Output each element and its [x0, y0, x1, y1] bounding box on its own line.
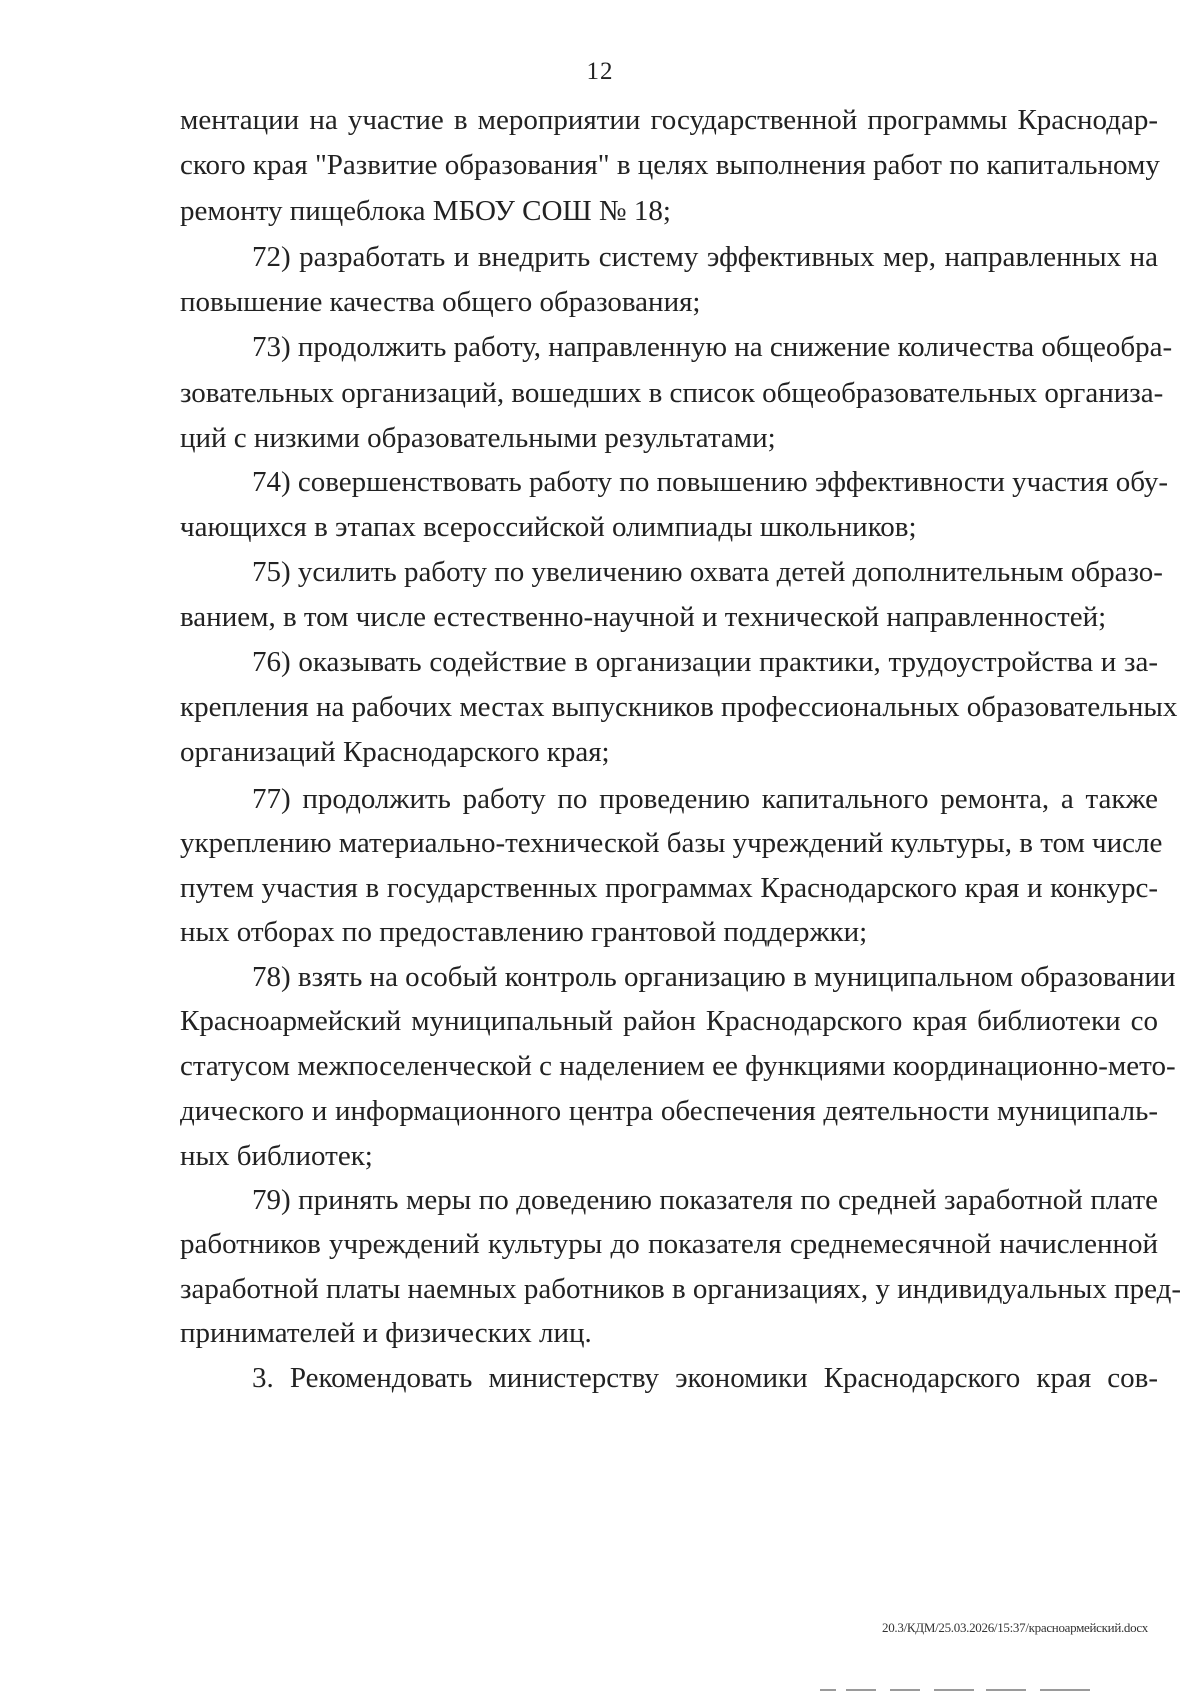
text-line: ментации на участие в мероприятии государственной программы Краснодар-: [180, 104, 1158, 136]
page-number: 12: [586, 58, 614, 85]
text-line: принимателей и физических лиц.: [180, 1317, 592, 1349]
text-line: 72) разработать и внедрить систему эффективных мер, направленных на: [252, 241, 1158, 273]
text-line: ремонту пищеблока МБОУ СОШ № 18;: [180, 195, 671, 227]
text-line: работников учреждений культуры до показателя среднемесячной начисленной: [180, 1228, 1158, 1260]
scan-edge-dash: [820, 1689, 836, 1691]
text-line: ций с низкими образовательными результатами;: [180, 422, 776, 454]
text-line: повышение качества общего образования;: [180, 286, 701, 318]
text-line: укреплению материально-технической базы учреждений культуры, в том числе: [180, 827, 1163, 859]
scan-edge-dash: [934, 1689, 974, 1691]
text-line: 75) усилить работу по увеличению охвата детей дополнительным образо-: [252, 556, 1163, 588]
text-line: зовательных организаций, вошедших в список общеобразовательных организа-: [180, 377, 1164, 409]
text-line: 76) оказывать содействие в организации практики, трудоустройства и за-: [252, 646, 1158, 678]
file-stamp: 20.3/КДМ/25.03.2026/15:37/красноармейский.docx: [882, 1620, 1148, 1635]
text-line: заработной платы наемных работников в организациях, у индивидуальных пред-: [180, 1273, 1182, 1305]
text-line: 77) продолжить работу по проведению капитального ремонта, а также: [252, 783, 1158, 815]
scan-edge-dash: [986, 1689, 1026, 1691]
text-line: путем участия в государственных программах Краснодарского края и конкурс-: [180, 872, 1158, 904]
text-line: организаций Краснодарского края;: [180, 736, 610, 768]
text-line: 3. Рекомендовать министерству экономики Краснодарского края сов-: [252, 1362, 1158, 1394]
text-line: крепления на рабочих местах выпускников профессиональных образовательных: [180, 691, 1178, 723]
text-line: чающихся в этапах всероссийской олимпиады школьников;: [180, 511, 917, 543]
text-line: ных библиотек;: [180, 1140, 373, 1172]
scan-edge-dash: [1040, 1689, 1090, 1691]
scan-edge-dash: [890, 1689, 920, 1691]
text-line: дического и информационного центра обеспечения деятельности муниципаль-: [180, 1095, 1158, 1127]
text-line: 73) продолжить работу, направленную на снижение количества общеобра-: [252, 331, 1173, 363]
text-line: ванием, в том числе естественно-научной и технической направленностей;: [180, 601, 1107, 633]
text-line: ных отборах по предоставлению грантовой поддержки;: [180, 916, 868, 948]
text-line: 74) совершенствовать работу по повышению эффективности участия обу-: [252, 466, 1169, 498]
text-line: статусом межпоселенческой с наделением ее функциями координационно-мето-: [180, 1050, 1176, 1082]
text-line: 78) взять на особый контроль организацию в муниципальном образовании: [252, 961, 1176, 993]
scan-edge-dash: [846, 1689, 876, 1691]
text-line: 79) принять меры по доведению показателя по средней заработной плате: [252, 1184, 1158, 1216]
text-line: Красноармейский муниципальный район Краснодарского края библиотеки со: [180, 1005, 1158, 1037]
text-line: ского края "Развитие образования" в целях выполнения работ по капитальному: [180, 149, 1160, 181]
